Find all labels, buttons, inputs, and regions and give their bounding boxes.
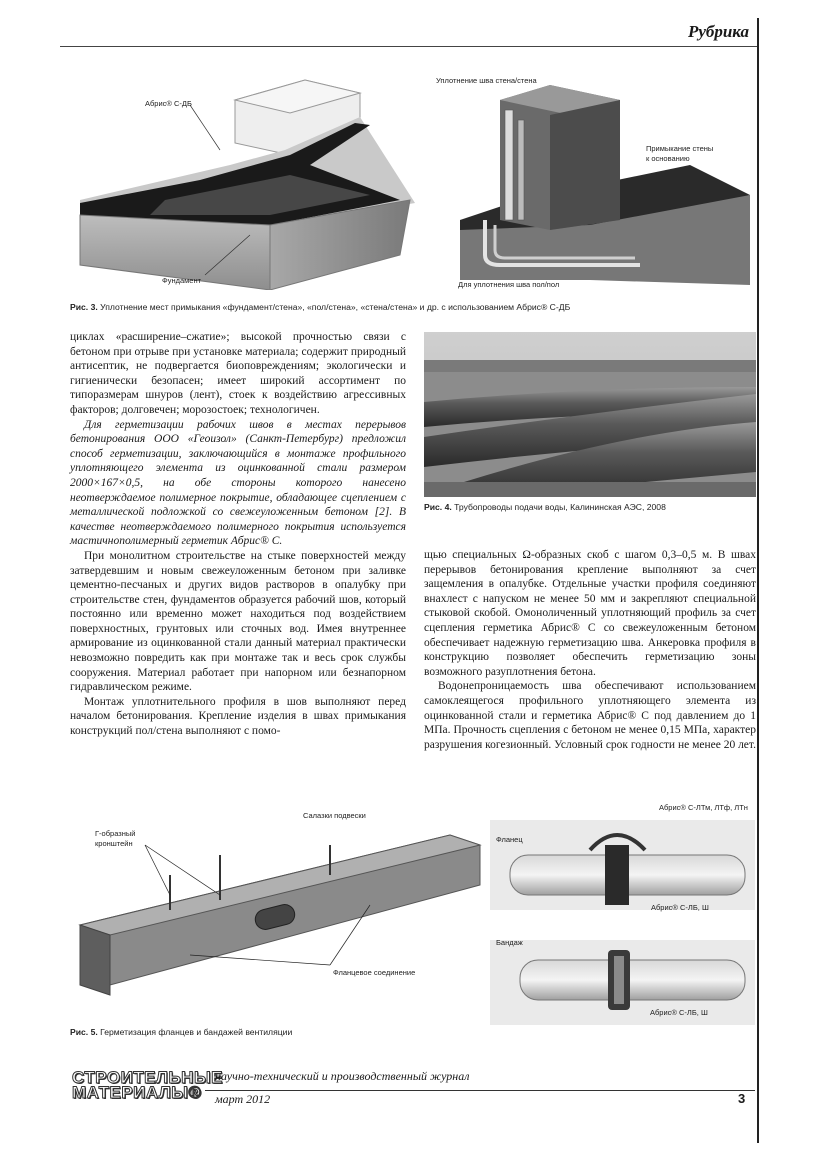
fig5-caption-text: Герметизация фланцев и бандажей вентиляции (100, 1027, 293, 1037)
right-paragraph: Водонепроницаемость шва обеспечивают использованием самоклеящегося профильного уплотняющего элемента из оцинкованной стали и герметика Абрис® С под давлением до 1 МПа. Прочность сцепления с бетоном не менее 0,15 МПа, характер разрушения когезионный. Условный срок годности не менее 20 лет. (424, 680, 756, 751)
right-margin-rule (757, 18, 759, 1143)
logo-line-2: МАТЕРИАЛЫ® (72, 1083, 202, 1102)
fig5-caption (70, 1027, 490, 1037)
fig5-label-abris-lb1: Абрис® С-ЛБ, Ш (651, 903, 709, 912)
fig4-caption (424, 502, 756, 512)
left-paragraph: циклах «расширение–сжатие»; высокой прочностью связи с бетоном при отрыве при установке материала; содержит природный антисептик, не подвергается биоповреждениям; экологически и гигиенически безопасен; имеет широкий ассортимент по типоразмерам шнуров (лент), стоек к воздействию агрессивных факторов; долговечен; морозостоек; технологичен. (70, 331, 406, 416)
journal-logo (72, 1070, 223, 1100)
fig3-label-abris: Абрис® С-ДБ (145, 99, 192, 108)
fig4-pipelines-photo (424, 332, 756, 497)
fig5-label-bracket-2: кронштейн (95, 839, 133, 848)
fig3-wall-floor-illustration (460, 80, 755, 290)
fig5-flange-bandage-illustration (490, 800, 755, 1025)
fig5-label-bracket-1: Г-образный (95, 829, 136, 838)
fig5-label-abris-ltm: Абрис® С-ЛТм, ЛТф, ЛТн (659, 803, 748, 812)
fig5-duct-illustration (70, 815, 490, 1005)
footer-date: март 2012 (215, 1092, 271, 1106)
fig5-label-sled: Салазки подвески (303, 811, 366, 820)
fig5-label-abris-lb2: Абрис® С-ЛБ, Ш (650, 1008, 708, 1017)
fig5-label-flange: Фланец (496, 835, 523, 844)
footer-journal: научно-технический и производственный журнал (215, 1069, 470, 1083)
fig3-caption (70, 302, 750, 312)
fig3-label-wall-base-1: Примыкание стены (646, 144, 714, 153)
fig4-caption-text: Трубопроводы подачи воды, Калининская АЭС, 2008 (454, 502, 666, 512)
fig3-label-foundation: Фундамент (162, 276, 202, 285)
fig3-label-wall-base-2: к основанию (646, 154, 690, 163)
fig4-caption-num: Рис. 4. (424, 502, 452, 512)
right-paragraph: щью специальных Ω-образных скоб с шагом 0,3–0,5 м. В швах перерывов бетонирования крепление выполняют за счет защемления в опалубке. Отдельные участки профиля соединяют внахлест с напуском не менее 50 мм и закрепляют специальной стыковой скобой. Омоноличенный уплотняющий профиль за счет сцепления герметика Абрис® С со свежеуложенным бетоном обеспечивает надежную герметизацию шва. Анкеровка профиля в конструкцию позволяет обеспечить герметизацию зоны возможного разуплотнения бетона. (424, 549, 756, 678)
fig3-foundation-illustration (70, 75, 420, 290)
page-number: 3 (738, 1091, 746, 1106)
footer-rule (205, 1090, 755, 1091)
rubric-title: Рубрика (687, 22, 749, 41)
logo-line-1: СТРОИТЕЛЬНЫЕ (72, 1068, 223, 1087)
fig5-label-bandage: Бандаж (496, 938, 523, 947)
left-paragraph: При монолитном строительстве на стыке поверхностей между затвердевшим и новым свежеуложенным бетоном при заливке цементно-песчаных и других видов растворов в опалубку при строительстве стен, фундаментов образуется рабочий шов, который постоянно или временно может находиться под воздействием поверхностных, грунтовых или сточных вод. Имея внутреннее армирование из оцинкованной стали данный материал практически невозможно повредить как при монтаже так и весь срок службы сооружения. Материал работает при напорном или безнапорном гидравлическом режиме. (70, 549, 406, 694)
right-text-column (424, 548, 756, 752)
left-paragraph: Для герметизации рабочих швов в местах перерывов бетонирования ООО «Геоизол» (Санкт-Петербург) предложил способ герметизации, заключающийся в монтаже профильного уплотняющего элемента из оцинкованной стали размером 2000×167×0,5, на обе стороны которого нанесено неотверждаемое полимерное покрытие, обладающее сцеплением с металлической подложкой со свежеуложенным бетоном [2]. В качестве неотверждаемого полимерного покрытия используется мастичнополимерный герметик Абрис® С. (70, 418, 406, 548)
left-text-column (70, 330, 406, 739)
fig5-caption-num: Рис. 5. (70, 1027, 98, 1037)
fig5-label-flange-conn: Фланцевое соединение (333, 968, 416, 977)
header-rule (60, 46, 757, 47)
fig3-caption-text: Уплотнение мест примыкания «фундамент/стена», «пол/стена», «стена/стена» и др. с использованием Абрис® С-ДБ (100, 302, 571, 312)
fig3-label-floor-seal: Для уплотнения шва пол/пол (458, 280, 560, 289)
left-paragraph: Монтаж уплотнительного профиля в шов выполняют перед началом бетонирования. Крепление изделия в швах примыкания конструкций пол/стена выполняют с помо- (70, 695, 406, 738)
fig3-caption-num: Рис. 3. (70, 302, 98, 312)
fig3-label-wall-seal: Уплотнение шва стена/стена (436, 76, 537, 85)
